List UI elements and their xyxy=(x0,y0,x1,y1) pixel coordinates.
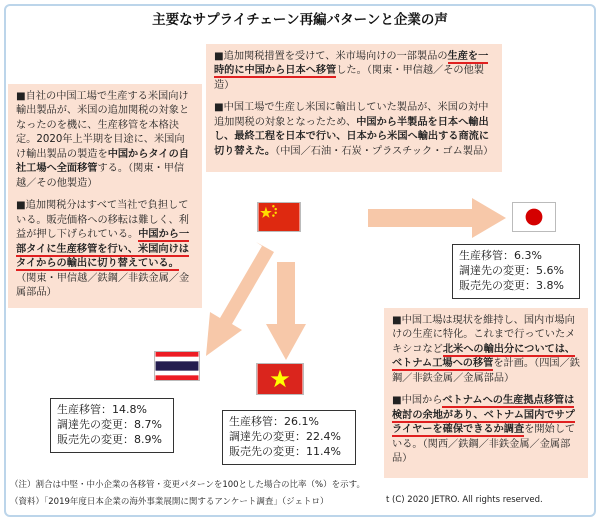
thailand-flag-icon xyxy=(154,351,200,381)
stat-sales-change: 販売先の変更：11.4% xyxy=(229,444,341,458)
quote-highlight: 北米への輸出分については、ベトナム工場への移管 xyxy=(392,343,576,370)
copyright: t (C) 2020 JETRO. All rights reserved. xyxy=(386,495,543,505)
quote-vietnam-1 xyxy=(392,314,580,386)
stats-thailand xyxy=(50,398,174,453)
quote-box-china-to-japan xyxy=(206,44,502,172)
china-flag-icon xyxy=(257,202,301,232)
diagram-title: 主要なサプライチェーン再編パターンと企業の声 xyxy=(152,12,448,28)
quote-thailand-1 xyxy=(16,90,194,191)
quote-highlight: 中国からタイの自社工場へ全面移管 xyxy=(16,148,189,175)
quote-thailand-2 xyxy=(16,199,194,300)
vietnam-flag-icon xyxy=(256,363,304,395)
stat-sales-change: 販売先の変更：8.9% xyxy=(57,432,162,446)
quote-text: ■中国から xyxy=(392,395,443,407)
quote-source: （中国／石油・石炭・プラスチック・ゴム製品） xyxy=(275,145,494,157)
quote-source: を計画。（四国／鉄鋼／非鉄金属／金属部品） xyxy=(392,358,580,384)
quote-box-china-to-thailand xyxy=(8,84,202,308)
stats-japan xyxy=(452,244,580,299)
quote-text: ■中国工場で生産し米国に輸出していた製品が、米国の対中追加関税の対象となったため、 xyxy=(214,102,489,128)
stat-production-transfer: 生産移管：6.3% xyxy=(459,249,542,262)
arrow-to-vietnam xyxy=(264,262,308,362)
stat-procurement-change: 調達先の変更：22.4% xyxy=(229,429,341,443)
stat-production-transfer: 生産移管：26.1% xyxy=(229,415,319,428)
quote-source: する。（関東・甲信越／その他製造） xyxy=(16,163,185,189)
quote-japan-1 xyxy=(214,50,494,93)
quote-highlight: 中国から一部タイに生産移管を行い、米国向けはタイからの輸出に切り替えている。 xyxy=(16,229,190,270)
stats-vietnam xyxy=(222,410,356,465)
quote-text: ■中国工場は現状を維持し、国内市場向けの生産に特化。これまで行っていたメキシコなど xyxy=(392,315,576,355)
quote-text: ■追加関税分はすべて当社で負担している。販売価格への移転は難しく、利益が押し下げられている。 xyxy=(16,200,189,241)
footnote: （注）割合は中堅・中小企業の各移管・変更パターンを100とした場合の比率（%）を示す。 xyxy=(10,480,365,490)
quote-highlight: 生産を一時的に中国から日本へ移管 xyxy=(214,51,489,77)
quote-highlight: ベトナムへの生産拠点移管は検討の余地があり、ベトナム国内でサプライヤーを確保できるか調査 xyxy=(392,395,575,436)
stat-procurement-change: 調達先の変更：8.7% xyxy=(57,417,162,431)
stat-procurement-change: 調達先の変更：5.6% xyxy=(459,263,564,277)
quote-japan-2 xyxy=(214,101,494,159)
stat-sales-change: 販売先の変更：3.8% xyxy=(459,278,564,292)
quote-source: した。（関東・甲信越／その他製造） xyxy=(214,65,484,91)
quote-source: （関東・甲信越／鉄鋼／非鉄金属／金属部品） xyxy=(16,272,190,299)
japan-flag-icon xyxy=(512,202,556,232)
arrow-to-japan xyxy=(368,196,508,240)
stat-production-transfer: 生産移管：14.8% xyxy=(57,403,147,416)
quote-box-china-to-vietnam xyxy=(384,308,588,478)
quote-highlight: 中国から半製品を日本へ輸出し、最終工程を日本で行い、日本から米国へ輸出する商流に切り替えた。 xyxy=(214,116,490,157)
quote-text: ■追加関税措置を受けて、米市場向けの一部製品の xyxy=(214,51,448,62)
quote-source: を開始している。（関西／鉄鋼／非鉄金属／金属部品） xyxy=(392,424,576,465)
source-note: （資料）「2019年度日本企業の海外事業展開に関するアンケート調査」（ジェトロ） xyxy=(10,497,329,507)
quote-text: ■自社の中国工場で生産する米国向け輸出製品が、米国の追加関税の対象となったのを機に、生産移管を本格決定。2020年上半期を目途に、米国向け輸出製品の製造を xyxy=(16,91,190,160)
quote-vietnam-2 xyxy=(392,394,580,466)
